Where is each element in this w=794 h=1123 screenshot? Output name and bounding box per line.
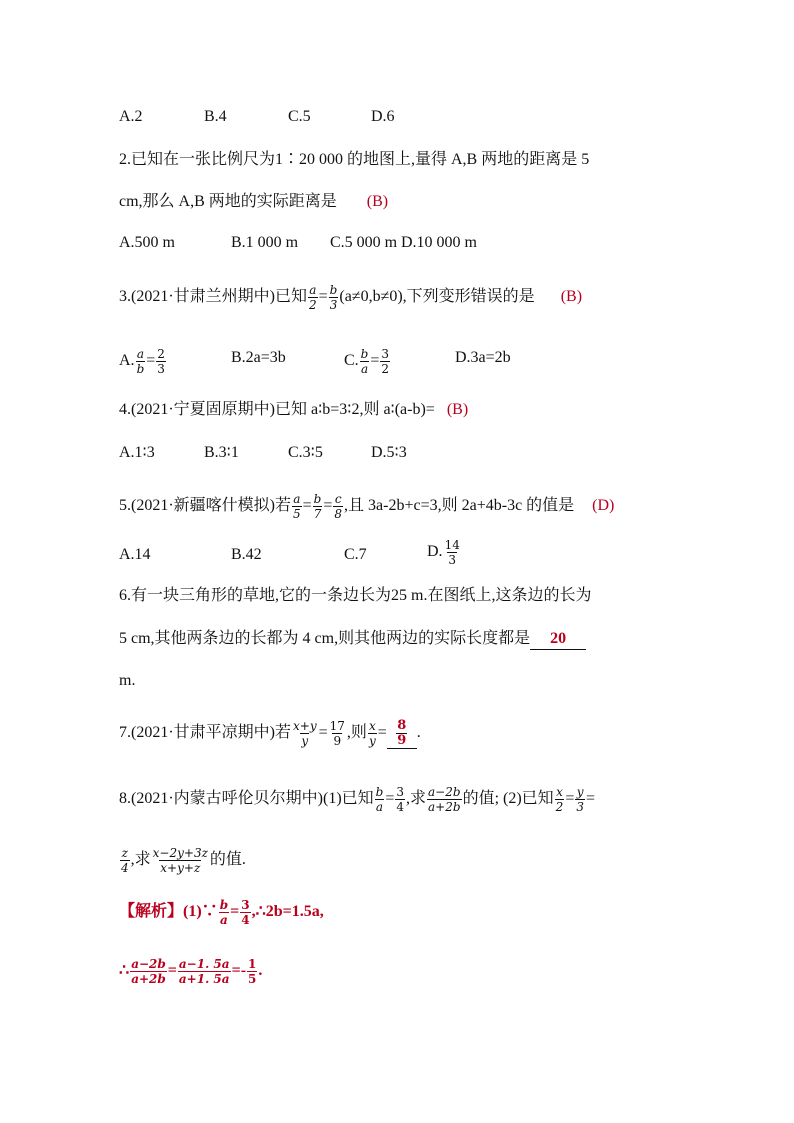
- q5-prefix: 5.(2021·新疆喀什模拟)若: [119, 497, 291, 515]
- q2-answer: (B): [366, 193, 389, 210]
- q3-frac-a2: $\frac{a}{2}$: [309, 283, 317, 312]
- q2-option-d: D.10 000 m: [401, 234, 477, 251]
- q7-answer-blank: $\frac{8}{9}$: [387, 719, 417, 749]
- q2-line-2: [119, 192, 388, 212]
- q3-stem: [119, 283, 582, 312]
- q3-option-d: D.3a=2b: [455, 349, 511, 366]
- q5-option-c: C.7: [344, 546, 367, 563]
- q1-option-c: C.5: [288, 108, 311, 125]
- q8-stem-line-2: $\frac{z}{4}$ ,求 $\frac{x-2y+3z}{x+y+z}$ 的值.: [121, 846, 246, 875]
- q6-line-3: m.: [119, 672, 136, 689]
- q4-option-d: D.5∶3: [371, 444, 407, 461]
- q4-option-b: B.3∶1: [204, 444, 239, 461]
- solution-line-1: 【解析】(1)∵ $\frac{b}{a}$ = $\frac{3}{4}$ ,∴2b=1.5a,: [119, 898, 324, 927]
- q5-option-a: A.14: [119, 546, 151, 563]
- q8-stem-line-1: 8.(2021·内蒙古呼伦贝尔期中)(1)已知 $\frac{b}{a}$ = $\frac{3}{4}$ ,求 $\frac{a-2b}{a+2b}$ 的值; (2)已知 $\frac{x}{2}$ = $\frac{y}{3}$ =: [119, 785, 596, 814]
- q2-option-b: B.1 000 m: [231, 234, 299, 251]
- q4-answer: (B): [446, 401, 469, 418]
- q2-line-1: 2.已知在一张比例尺为1∶20 000 的地图上,量得 A,B 两地的距离是 5: [119, 151, 590, 168]
- q4-text: 4.(2021·宁夏固原期中)已知 a∶b=3∶2,则 a∶(a-b)=: [119, 401, 435, 418]
- q3-option-b: B.2a=3b: [231, 349, 286, 366]
- q4-option-c: C.3∶5: [288, 444, 323, 461]
- q2-option-a: A.500 m: [119, 234, 175, 251]
- q6-text: 5 cm,其他两条边的长都为 4 cm,则其他两边的实际长度都是: [119, 630, 531, 647]
- q8-prefix: 8.(2021·内蒙古呼伦贝尔期中)(1)已知: [119, 790, 374, 808]
- q7-prefix: 7.(2021·甘肃平凉期中)若: [119, 724, 291, 742]
- q1-option-d: D.6: [371, 108, 395, 125]
- q2-option-c: C.5 000 m: [330, 234, 398, 251]
- q3-frac-b3: $\frac{b}{3}$: [329, 283, 338, 312]
- q3-suffix: (a≠0,b≠0),下列变形错误的是: [339, 288, 535, 306]
- q6-line-2: [119, 629, 586, 650]
- q3-answer: (B): [560, 288, 583, 306]
- q5-answer: (D): [592, 497, 615, 515]
- q5-stem: 5.(2021·新疆喀什模拟)若 $\frac{a}{5}$ = $\frac{b}{7}$ = $\frac{c}{8}$ ,且 3a-2b+c=3,则 2a+4b-3c 的值是 (D): [119, 492, 615, 521]
- q3-equals: =: [318, 288, 328, 306]
- solution-tag: 【解析】: [119, 903, 184, 921]
- q5-option-d: D. $\frac{14}{3}$: [427, 538, 460, 567]
- solution-line-2: ∴ $\frac{a-2b}{a+2b}$ = $\frac{a-1. 5a}{a+1. 5a}$ =- $\frac{1}{5}$ .: [119, 957, 263, 986]
- q5-suffix: ,且 3a-2b+c=3,则 2a+4b-3c 的值是: [344, 497, 575, 515]
- q6-answer-blank: 20: [530, 629, 586, 650]
- q2-text: cm,那么 A,B 两地的实际距离是: [119, 193, 337, 210]
- q1-option-a: A.2: [119, 108, 143, 125]
- q3-option-c: C. $\frac{b}{a}$ = $\frac{3}{2}$: [344, 347, 390, 376]
- q7-stem: 7.(2021·甘肃平凉期中)若 $\frac{x+y}{y}$ = $\frac{17}{9}$ ,则 $\frac{x}{y}$ = $\frac{8}{9}$ .: [119, 718, 421, 748]
- q3-prefix: 3.(2021·甘肃兰州期中)已知: [119, 288, 307, 306]
- q4-stem: [119, 400, 468, 420]
- q4-option-a: A.1∶3: [119, 444, 155, 461]
- q6-line-1: 6.有一块三角形的草地,它的一条边长为25 m.在图纸上,这条边的长为: [119, 587, 592, 604]
- q1-option-b: B.4: [204, 108, 227, 125]
- q5-option-b: B.42: [231, 546, 262, 563]
- q3-option-a: A. $\frac{a}{b}$ = $\frac{2}{3}$: [119, 347, 165, 376]
